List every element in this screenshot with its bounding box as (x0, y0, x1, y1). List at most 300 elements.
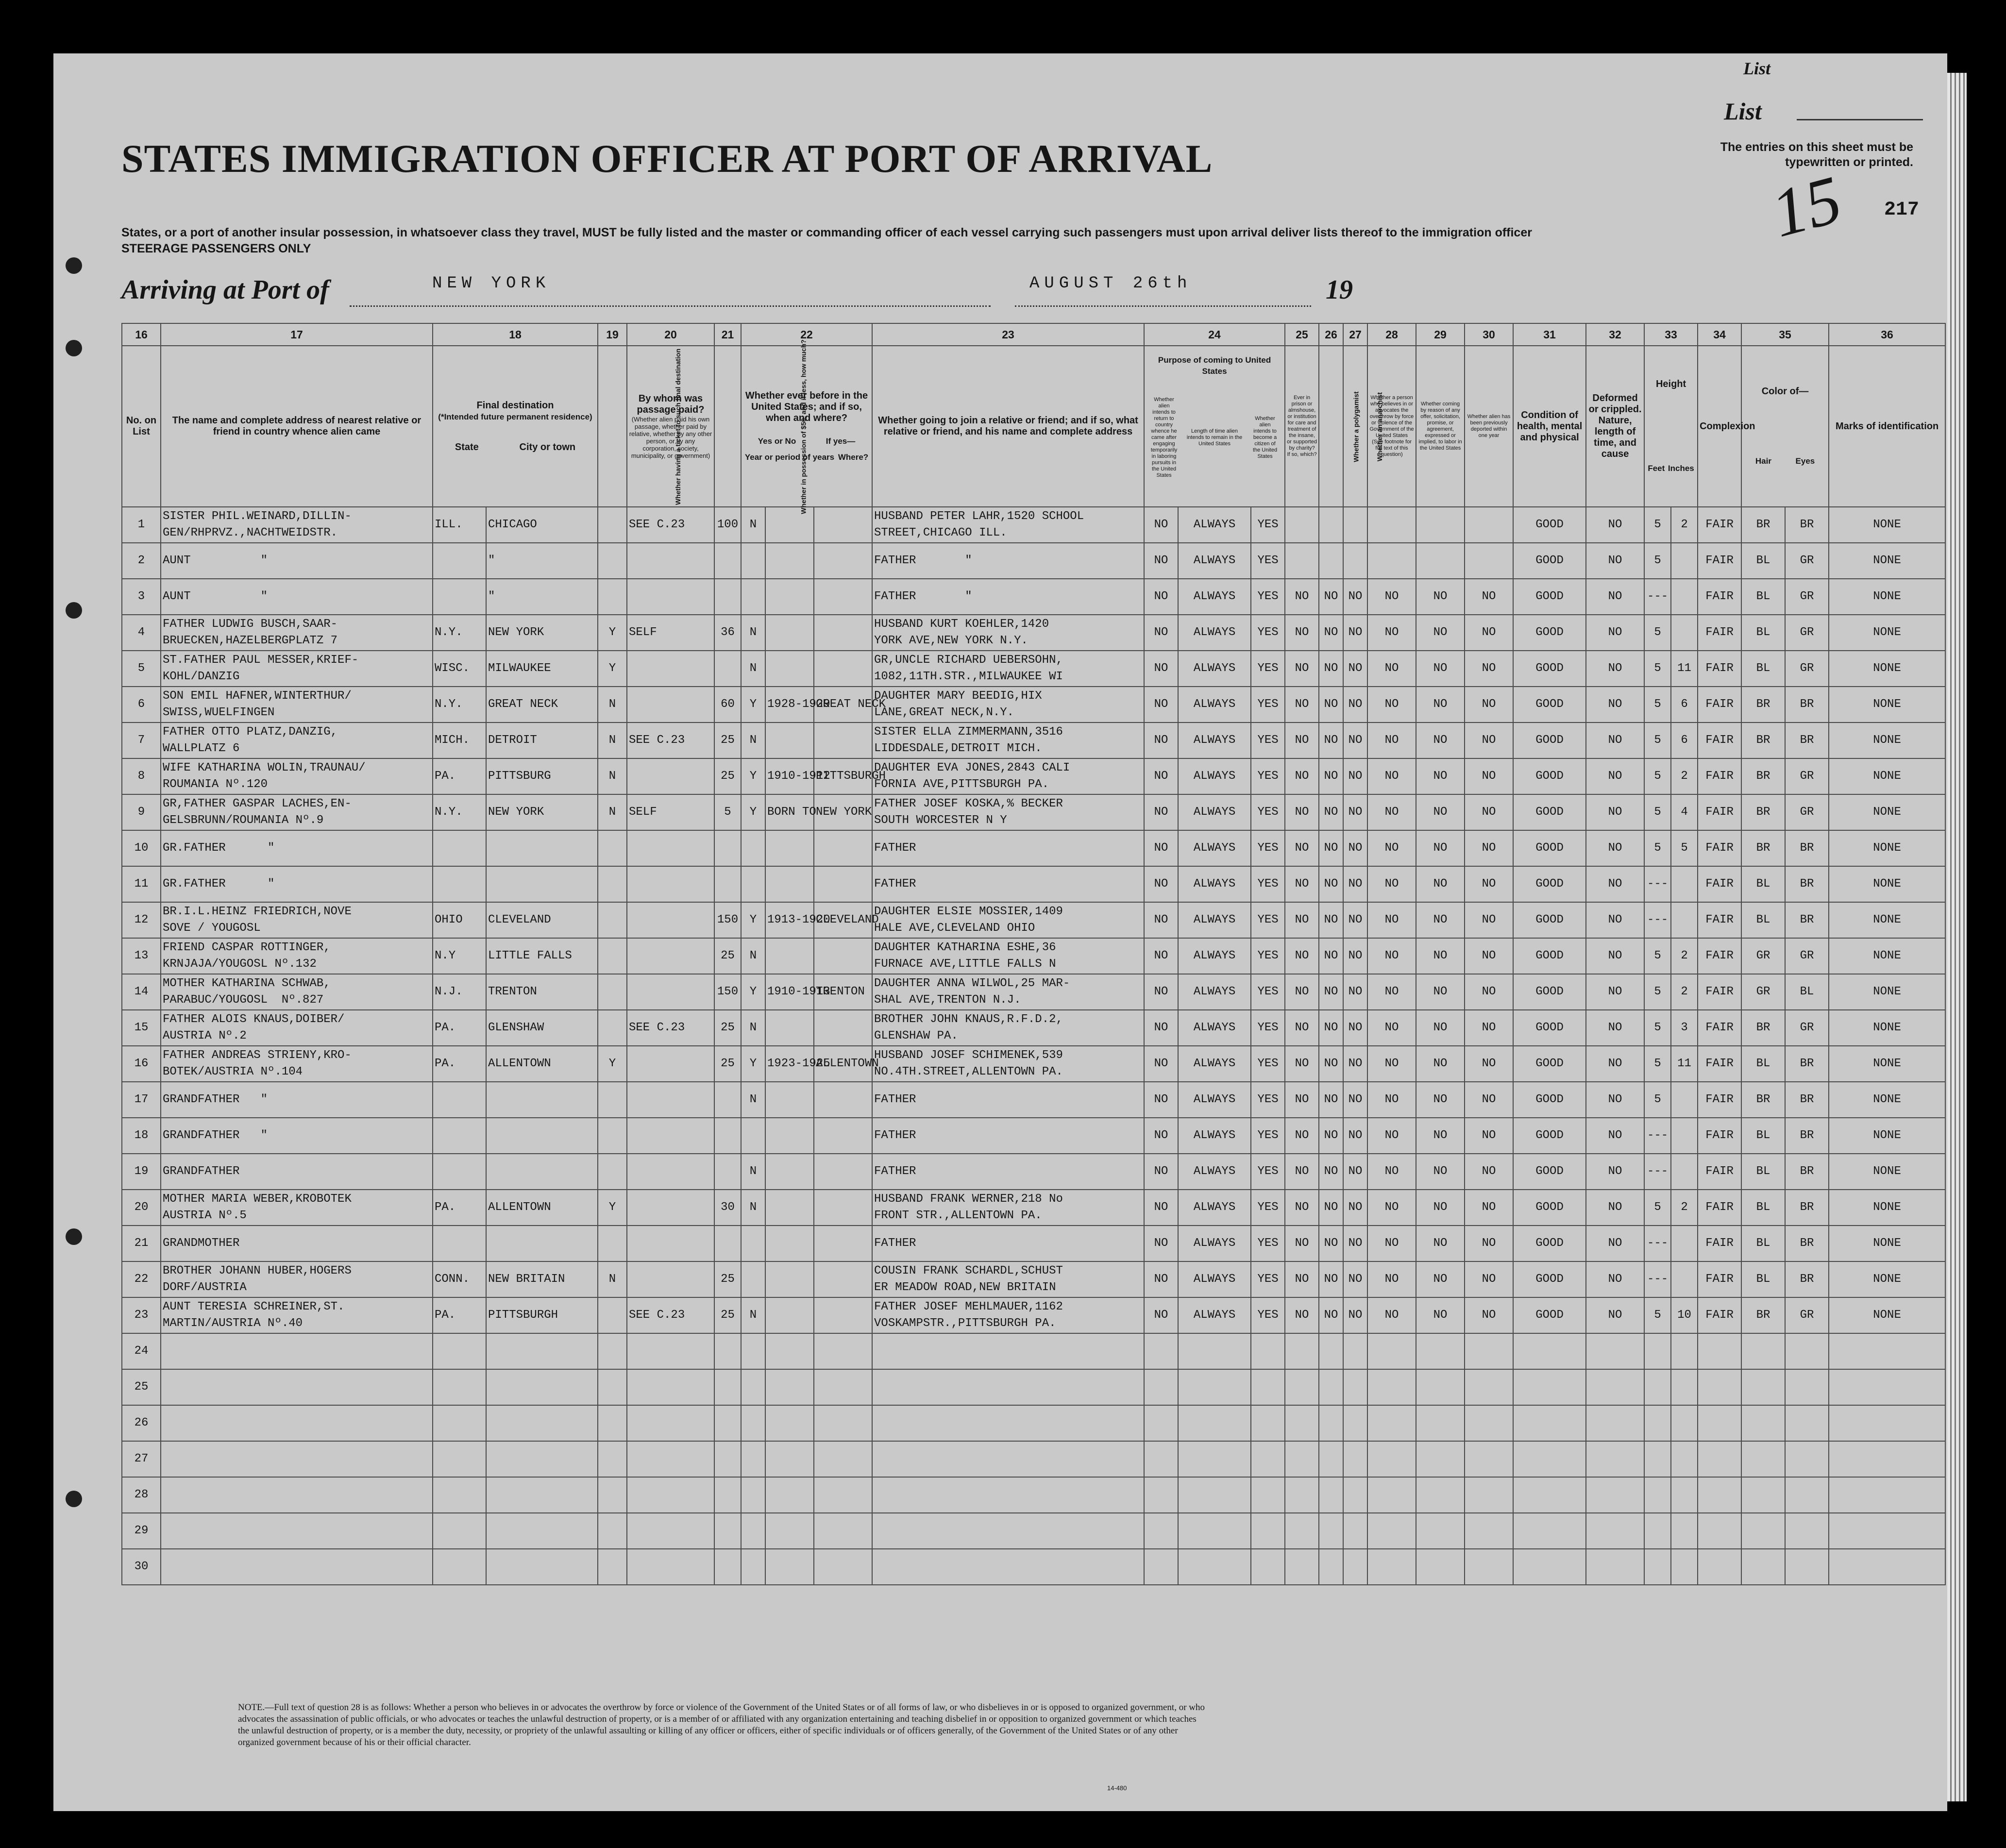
inches-cell: 6 (1671, 687, 1698, 722)
ticket-cell: Y (598, 1046, 627, 1082)
row-number: 11 (122, 866, 161, 902)
joining-cell (872, 1333, 1144, 1369)
col-num: 30 (1465, 323, 1513, 346)
anarchist-cell: NO (1343, 1297, 1367, 1333)
purpose-length-cell: ALWAYS (1178, 1154, 1251, 1190)
state-cell: N.Y (433, 938, 486, 974)
relative-cell: FATHER OTTO PLATZ,DANZIG, WALLPLATZ 6 (161, 722, 433, 758)
where-cell (814, 830, 872, 866)
health-cell: GOOD (1513, 1154, 1586, 1190)
polygamist-cell: NO (1319, 687, 1343, 722)
header-joining: Whether going to join a relative or friend; and if so, what relative or friend, and his name and complete address (872, 346, 1144, 507)
purpose-citizen-cell (1251, 1369, 1285, 1405)
anarchist-cell: NO (1343, 1046, 1367, 1082)
anarchist-cell: NO (1343, 938, 1367, 974)
purpose-length-cell: ALWAYS (1178, 866, 1251, 902)
city-cell (486, 1477, 598, 1513)
passage-cell: SELF (627, 794, 714, 830)
prison-cell: NO (1285, 722, 1319, 758)
city-cell: NEW YORK (486, 615, 598, 651)
eyes-label: Eyes (1795, 456, 1815, 466)
hair-cell: BL (1741, 866, 1785, 902)
state-cell (433, 1226, 486, 1261)
state-cell: PA. (433, 1297, 486, 1333)
ticket-cell (598, 1154, 627, 1190)
anarchist-cell: NO (1343, 687, 1367, 722)
where-cell (814, 1513, 872, 1549)
q30-cell: NO (1465, 1046, 1513, 1082)
before-cell (741, 866, 765, 902)
inches-cell (1671, 1477, 1698, 1513)
inches-cell: 2 (1671, 507, 1698, 543)
table-row (122, 938, 1945, 974)
money-cell (714, 1441, 741, 1477)
money-cell: 60 (714, 687, 741, 722)
prison-cell: NO (1285, 687, 1319, 722)
table-row (122, 1154, 1945, 1190)
passage-cell (627, 938, 714, 974)
row-number: 6 (122, 687, 161, 722)
table-row (122, 579, 1945, 615)
table-row (122, 1549, 1945, 1585)
purpose-return-cell: NO (1144, 866, 1178, 902)
deformed-cell: NO (1586, 1261, 1644, 1297)
q29-cell: NO (1416, 794, 1465, 830)
inches-cell (1671, 902, 1698, 938)
money-cell: 25 (714, 722, 741, 758)
health-cell: GOOD (1513, 794, 1586, 830)
prison-cell (1285, 507, 1319, 543)
q30-cell: NO (1465, 1154, 1513, 1190)
feet-cell: 5 (1644, 687, 1671, 722)
purpose-return-cell: NO (1144, 1154, 1178, 1190)
prison-cell (1285, 1333, 1319, 1369)
hair-cell: GR (1741, 974, 1785, 1010)
polygamist-cell: NO (1319, 1046, 1343, 1082)
header-relative: The name and complete address of nearest relative or friend in country whence alien came (161, 346, 433, 507)
table-row (122, 1369, 1945, 1405)
state-cell (433, 543, 486, 579)
ticket-cell (598, 1369, 627, 1405)
money-cell: 150 (714, 974, 741, 1010)
years-cell (765, 1513, 814, 1549)
hair-cell: BR (1741, 687, 1785, 722)
feet-cell: --- (1644, 1154, 1671, 1190)
before-cell (741, 1405, 765, 1441)
anarchist-cell: NO (1343, 651, 1367, 687)
col-num: 27 (1343, 323, 1367, 346)
joining-cell: FATHER (872, 1154, 1144, 1190)
col-num: 18 (433, 323, 598, 346)
health-cell: GOOD (1513, 1046, 1586, 1082)
ticket-cell (598, 1010, 627, 1046)
feet-cell: 5 (1644, 974, 1671, 1010)
q28-cell: NO (1367, 1190, 1416, 1226)
anarchist-cell (1343, 1369, 1367, 1405)
state-cell (433, 1477, 486, 1513)
q28-cell: NO (1367, 1046, 1416, 1082)
q28-cell (1367, 1333, 1416, 1369)
deformed-cell: NO (1586, 1010, 1644, 1046)
relative-cell (161, 1333, 433, 1369)
purpose-length-cell: ALWAYS (1178, 1190, 1251, 1226)
relative-cell: FATHER LUDWIG BUSCH,SAAR- BRUECKEN,HAZELBERGPLATZ 7 (161, 615, 433, 651)
corner-list-label: List (1743, 59, 1771, 78)
feet-cell: --- (1644, 1118, 1671, 1154)
feet-cell: 5 (1644, 722, 1671, 758)
purpose-c: Whether alien intends to become a citizen of the United States (1252, 415, 1278, 459)
prison-cell: NO (1285, 1154, 1319, 1190)
hair-cell (1741, 1441, 1785, 1477)
q28-cell: NO (1367, 1297, 1416, 1333)
row-number: 25 (122, 1369, 161, 1405)
where-cell (814, 1118, 872, 1154)
city-cell: TRENTON (486, 974, 598, 1010)
health-cell (1513, 1441, 1586, 1477)
where-cell (814, 1261, 872, 1297)
marks-cell (1829, 1369, 1945, 1405)
eyes-cell (1785, 1477, 1829, 1513)
before-cell (741, 1118, 765, 1154)
ticket-cell: N (598, 758, 627, 794)
complexion-cell: FAIR (1698, 1226, 1741, 1261)
purpose-citizen-cell: YES (1251, 938, 1285, 974)
relative-cell: GR,FATHER GASPAR LACHES,EN- GELSBRUNN/ROUMANIA Nº.9 (161, 794, 433, 830)
purpose-return-cell: NO (1144, 579, 1178, 615)
polygamist-cell: NO (1319, 651, 1343, 687)
passage-label: By whom was passage paid? (637, 393, 705, 415)
city-cell: GLENSHAW (486, 1010, 598, 1046)
list-line (1797, 119, 1923, 120)
money-cell (714, 1333, 741, 1369)
relative-cell: MOTHER MARIA WEBER,KROBOTEK AUSTRIA Nº.5 (161, 1190, 433, 1226)
relative-cell: BR.I.L.HEINZ FRIEDRICH,NOVE SOVE / YOUGOSL (161, 902, 433, 938)
passage-cell (627, 758, 714, 794)
ticket-cell (598, 1118, 627, 1154)
inches-cell (1671, 1118, 1698, 1154)
polygamist-cell: NO (1319, 615, 1343, 651)
q29-cell: NO (1416, 830, 1465, 866)
polygamist-cell: NO (1319, 722, 1343, 758)
complexion-cell: FAIR (1698, 543, 1741, 579)
ticket-label: Whether having a ticket to such final destination (674, 348, 682, 505)
passage-cell: SEE C.23 (627, 1297, 714, 1333)
joining-cell (872, 1369, 1144, 1405)
city-cell: ALLENTOWN (486, 1046, 598, 1082)
purpose-citizen-cell: YES (1251, 1118, 1285, 1154)
inches-cell (1671, 1441, 1698, 1477)
inches-cell: 2 (1671, 938, 1698, 974)
deformed-cell: NO (1586, 866, 1644, 902)
city-cell (486, 1118, 598, 1154)
feet-cell: --- (1644, 902, 1671, 938)
city-cell: ALLENTOWN (486, 1190, 598, 1226)
polygamist-cell: NO (1319, 1154, 1343, 1190)
before-cell: N (741, 651, 765, 687)
header-complexion: Complexion (1698, 346, 1741, 507)
city-cell (486, 1154, 598, 1190)
inches-cell (1671, 866, 1698, 902)
polygamist-cell (1319, 1549, 1343, 1585)
eyes-cell: GR (1785, 579, 1829, 615)
col-num: 20 (627, 323, 714, 346)
money-cell (714, 866, 741, 902)
joining-cell: DAUGHTER KATHARINA ESHE,36 FURNACE AVE,LITTLE FALLS N (872, 938, 1144, 974)
purpose-length-cell: ALWAYS (1178, 1118, 1251, 1154)
before-cell (741, 543, 765, 579)
state-cell (433, 866, 486, 902)
relative-cell: AUNT " (161, 579, 433, 615)
money-cell (714, 830, 741, 866)
complexion-cell: FAIR (1698, 1046, 1741, 1082)
purpose-citizen-cell: YES (1251, 1190, 1285, 1226)
prison-cell: NO (1285, 1261, 1319, 1297)
ticket-cell (598, 974, 627, 1010)
ticket-cell: N (598, 794, 627, 830)
state-cell: N.Y. (433, 794, 486, 830)
header-marks: Marks of identification (1829, 346, 1945, 507)
money-cell: 150 (714, 902, 741, 938)
purpose-citizen-cell: YES (1251, 507, 1285, 543)
where-cell: CLEVELAND (814, 902, 872, 938)
table-row (122, 1010, 1945, 1046)
purpose-citizen-cell (1251, 1441, 1285, 1477)
complexion-cell: FAIR (1698, 1190, 1741, 1226)
feet-cell (1644, 1441, 1671, 1477)
hair-cell: BR (1741, 758, 1785, 794)
where-cell: PITTSBURGH (814, 758, 872, 794)
passage-cell (627, 830, 714, 866)
anarchist-cell (1343, 1513, 1367, 1549)
polygamist-cell: NO (1319, 1261, 1343, 1297)
marks-cell: NONE (1829, 1010, 1945, 1046)
date-field: AUGUST 26th (1015, 274, 1311, 307)
yes-no-label: Yes or No (758, 436, 796, 446)
manifest-table (121, 323, 1946, 1585)
q29-cell: NO (1416, 1082, 1465, 1118)
before-cell: Y (741, 902, 765, 938)
relative-cell: GRANDMOTHER (161, 1226, 433, 1261)
q29-cell: NO (1416, 866, 1465, 902)
relative-cell: GR.FATHER " (161, 830, 433, 866)
row-number: 4 (122, 615, 161, 651)
state-cell: CONN. (433, 1261, 486, 1297)
where-cell (814, 1333, 872, 1369)
deformed-cell: NO (1586, 722, 1644, 758)
q29-cell: NO (1416, 1118, 1465, 1154)
q28-cell: NO (1367, 974, 1416, 1010)
binding-hole (66, 257, 82, 274)
anarchist-cell: NO (1343, 615, 1367, 651)
eyes-cell: BR (1785, 1261, 1829, 1297)
row-number: 27 (122, 1441, 161, 1477)
marks-cell: NONE (1829, 1118, 1945, 1154)
header-polygamist (1319, 346, 1360, 507)
row-number: 29 (122, 1513, 161, 1549)
years-cell (765, 1405, 814, 1441)
before-cell (741, 1441, 765, 1477)
polygamist-label: Whether a polygamist (1352, 391, 1360, 462)
feet-cell (1644, 1477, 1671, 1513)
deformed-cell: NO (1586, 1046, 1644, 1082)
deformed-cell: NO (1586, 1297, 1644, 1333)
purpose-citizen-cell: YES (1251, 830, 1285, 866)
polygamist-cell: NO (1319, 1297, 1343, 1333)
city-cell: NEW YORK (486, 794, 598, 830)
complexion-cell: FAIR (1698, 579, 1741, 615)
table-row (122, 902, 1945, 938)
q30-cell: NO (1465, 651, 1513, 687)
relative-cell: GRANDFATHER " (161, 1118, 433, 1154)
eyes-cell: GR (1785, 615, 1829, 651)
purpose-citizen-cell: YES (1251, 1261, 1285, 1297)
money-cell: 25 (714, 1297, 741, 1333)
purpose-citizen-cell: YES (1251, 1010, 1285, 1046)
joining-cell: GR,UNCLE RICHARD UEBERSOHN, 1082,11TH.STR.,MILWAUKEE WI (872, 651, 1144, 687)
q30-cell (1465, 1549, 1513, 1585)
purpose-return-cell (1144, 1549, 1178, 1585)
deformed-cell: NO (1586, 1154, 1644, 1190)
city-cell (486, 830, 598, 866)
binding-hole (66, 602, 82, 619)
passage-cell: SEE C.23 (627, 507, 714, 543)
q28-cell (1367, 1549, 1416, 1585)
city-cell: MILWAUKEE (486, 651, 598, 687)
years-cell (765, 1477, 814, 1513)
marks-cell: NONE (1829, 687, 1945, 722)
years-label: Year or period of years (744, 452, 835, 462)
inches-cell (1671, 1405, 1698, 1441)
polygamist-cell (1319, 543, 1343, 579)
marks-cell: NONE (1829, 1190, 1945, 1226)
q28-cell (1367, 543, 1416, 579)
purpose-return-cell (1144, 1477, 1178, 1513)
city-cell (486, 1549, 598, 1585)
header-prison: Ever in prison or almshouse, or institution for care and treatment of the insane, or supported by charity? If so, which? (1285, 346, 1319, 507)
q30-cell (1465, 1477, 1513, 1513)
joining-cell: FATHER " (872, 579, 1144, 615)
city-cell (486, 1513, 598, 1549)
anarchist-cell: NO (1343, 1118, 1367, 1154)
row-number: 22 (122, 1261, 161, 1297)
port-label: Arriving at Port of (121, 275, 329, 305)
purpose-return-cell (1144, 1405, 1178, 1441)
state-cell (433, 1369, 486, 1405)
complexion-cell: FAIR (1698, 615, 1741, 651)
header-q29: Whether coming by reason of any offer, solicitation, promise, or agreement, expressed or implied, to labor in the United States (1416, 346, 1465, 507)
col-num: 36 (1829, 323, 1945, 346)
deformed-cell (1586, 1405, 1644, 1441)
relative-cell: FATHER ALOIS KNAUS,DOIBER/ AUSTRIA Nº.2 (161, 1010, 433, 1046)
passage-cell: SELF (627, 615, 714, 651)
purpose-return-cell: NO (1144, 651, 1178, 687)
where-cell (814, 866, 872, 902)
row-number: 19 (122, 1154, 161, 1190)
feet-cell: 5 (1644, 1297, 1671, 1333)
marks-cell: NONE (1829, 1261, 1945, 1297)
joining-cell: HUSBAND JOSEF SCHIMENEK,539 NO.4TH.STREET,ALLENTOWN PA. (872, 1046, 1144, 1082)
state-cell: PA. (433, 758, 486, 794)
health-cell: GOOD (1513, 1190, 1586, 1226)
q30-cell (1465, 1333, 1513, 1369)
city-cell: PITTSBURGH (486, 1297, 598, 1333)
state-cell (433, 579, 486, 615)
hair-cell: BR (1741, 1082, 1785, 1118)
q29-cell (1416, 1513, 1465, 1549)
passage-cell (627, 1046, 714, 1082)
q30-cell (1465, 1369, 1513, 1405)
before-cell: N (741, 1297, 765, 1333)
money-cell (714, 1226, 741, 1261)
purpose-length-cell: ALWAYS (1178, 938, 1251, 974)
complexion-cell: FAIR (1698, 902, 1741, 938)
ticket-cell (598, 1297, 627, 1333)
where-cell (814, 1477, 872, 1513)
passage-cell (627, 1226, 714, 1261)
state-cell (433, 1549, 486, 1585)
state-cell: MICH. (433, 722, 486, 758)
joining-cell: BROTHER JOHN KNAUS,R.F.D.2, GLENSHAW PA. (872, 1010, 1144, 1046)
deformed-cell (1586, 1477, 1644, 1513)
purpose-length-cell: ALWAYS (1178, 1010, 1251, 1046)
q28-cell: NO (1367, 866, 1416, 902)
table-row (122, 830, 1945, 866)
before-cell: N (741, 1082, 765, 1118)
joining-cell: FATHER (872, 866, 1144, 902)
q29-cell: NO (1416, 758, 1465, 794)
prison-cell: NO (1285, 1226, 1319, 1261)
state-cell: N.Y. (433, 687, 486, 722)
before-cell (741, 1261, 765, 1297)
inches-cell (1671, 543, 1698, 579)
polygamist-cell: NO (1319, 938, 1343, 974)
q30-cell: NO (1465, 1010, 1513, 1046)
city-cell: DETROIT (486, 722, 598, 758)
polygamist-cell: NO (1319, 830, 1343, 866)
hair-cell (1741, 1513, 1785, 1549)
polygamist-cell: NO (1319, 794, 1343, 830)
marks-cell (1829, 1549, 1945, 1585)
city-cell: CHICAGO (486, 507, 598, 543)
eyes-cell: BR (1785, 1118, 1829, 1154)
purpose-return-cell (1144, 1369, 1178, 1405)
anarchist-cell: NO (1343, 1190, 1367, 1226)
inches-cell: 5 (1671, 830, 1698, 866)
purpose-citizen-cell: YES (1251, 722, 1285, 758)
money-cell (714, 651, 741, 687)
state-cell: PA. (433, 1010, 486, 1046)
purpose-length-cell: ALWAYS (1178, 758, 1251, 794)
q28-cell (1367, 1405, 1416, 1441)
table-row (122, 615, 1945, 651)
where-cell (814, 1369, 872, 1405)
prison-cell (1285, 1549, 1319, 1585)
where-cell: TRENTON (814, 974, 872, 1010)
q30-cell: NO (1465, 687, 1513, 722)
row-number: 26 (122, 1405, 161, 1441)
prison-cell: NO (1285, 830, 1319, 866)
row-number: 13 (122, 938, 161, 974)
feet-cell: 5 (1644, 1010, 1671, 1046)
eyes-cell (1785, 1405, 1829, 1441)
years-cell (765, 1333, 814, 1369)
anarchist-cell: NO (1343, 1082, 1367, 1118)
health-cell: GOOD (1513, 651, 1586, 687)
before-cell: N (741, 507, 765, 543)
purpose-length-cell: ALWAYS (1178, 507, 1251, 543)
joining-cell (872, 1441, 1144, 1477)
q29-cell (1416, 1405, 1465, 1441)
